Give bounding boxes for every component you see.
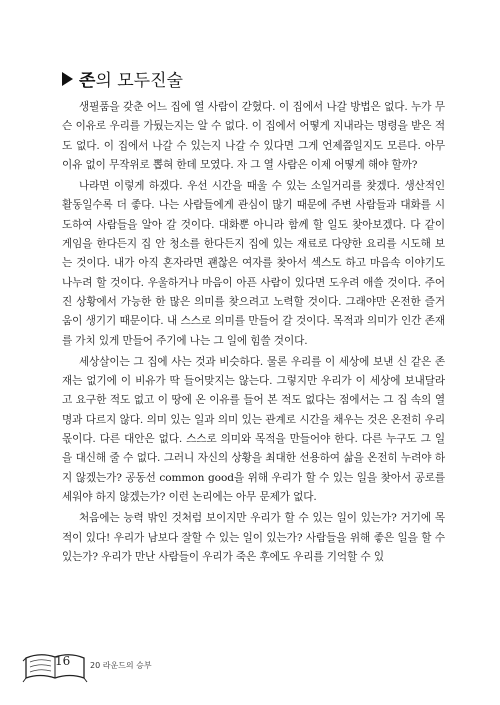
heading-name: 존: [79, 71, 96, 91]
body-text: [62, 98, 445, 567]
paragraph-2: 나라면 이렇게 하겠다. 우선 시간을 때울 수 있는 소일거리를 찾겠다. 생산적인 활동일수록 더 좋다. 나는 사람들에게 관심이 많기 때문에 주변 사람들과 대화를 시도하여 사람들을 알아 갈 것이다. 대화뿐 아니라 함께 할 일도 찾아보겠다. 다 같이 게임을 한다든지 집 안 청소를 한다든지 집에 있는 재료로 다양한 요리를 시도해 보는 것이다. 내가 아직 혼자라면 괜찮은 여자를 찾아서 섹스도 하고 마음속 이야기도 나누려 할 것이다. 우울하거나 마음이 아픈 사람이 있다면 도우려 애쓸 것이다. 주어진 상황에서 가능한 한 많은 의미를 찾으려고 노력할 것이다. 그래야만 온전한 즐거움이 생기기 때문이다. 내 스스로 의미를 만들어 갈 것이다. 목적과 의미가 인간 존재를 가치 있게 만들어 주기에 나는 그 일에 힘쓸 것이다.: [62, 180, 445, 347]
triangle-bullet-icon: [62, 72, 73, 86]
section-heading: [62, 66, 183, 91]
paragraph-1: 생필품을 갖춘 어느 집에 열 사람이 갇혔다. 이 집에서 나갈 방법은 없다. 누가 무슨 이유로 우리를 가뒀는지는 알 수 없다. 이 집에서 어떻게 지내라는 명령을 받은 적도 없다. 이 집에서 나갈 수 있는지 나갈 수 있다면 그게 언제쯤일지도 모른다. 아무 이유 없이 무작위로 뽑혀 한데 모였다. 자 그 열 사람은 이제 어떻게 해야 할까?: [62, 101, 445, 171]
paragraph-4: 처음에는 능력 밖인 것처럼 보이지만 우리가 할 수 있는 일이 있는가? 거기에 목적이 있다! 우리가 남보다 잘할 수 있는 일이 있는가? 사람들을 위해 좋은 일을 할 수 있는가? 우리가 만난 사람들이 우리가 죽은 후에도 우리를 기억할 수 있: [62, 512, 445, 563]
paragraph-3: 세상살이는 그 집에 사는 것과 비슷하다. 물론 우리를 이 세상에 보낸 신 같은 존재는 없기에 이 비유가 딱 들어맞지는 않는다. 그렇지만 우리가 이 세상에 보내달라고 요구한 적도 없고 이 땅에 온 이유를 들어 본 적도 없다는 점에서는 그 집 속의 열 명과 다르지 않다. 의미 있는 일과 의미 있는 관계로 시간을 채우는 것은 온전히 우리 몫이다. 다른 대안은 없다. 스스로 의미와 목적을 만들어야 한다. 다른 누구도 그 일을 대신해 줄 수 없다. 그러니 자신의 상황을 최대한 선용하여 삶을 온전히 누려야 하지 않겠는가? 공동선 common good을 위해 우리가 할 수 있는 일을 찾아서 공로를 세워야 하지 않겠는가? 이런 논리에는 아무 문제가 없다.: [62, 355, 445, 503]
heading-subtitle: 의 모두진술: [95, 71, 183, 91]
page-number: 16: [55, 654, 71, 668]
heading-title: [79, 66, 183, 91]
running-title: 20 라운드의 승부: [90, 661, 152, 670]
page-footer: [22, 648, 222, 688]
